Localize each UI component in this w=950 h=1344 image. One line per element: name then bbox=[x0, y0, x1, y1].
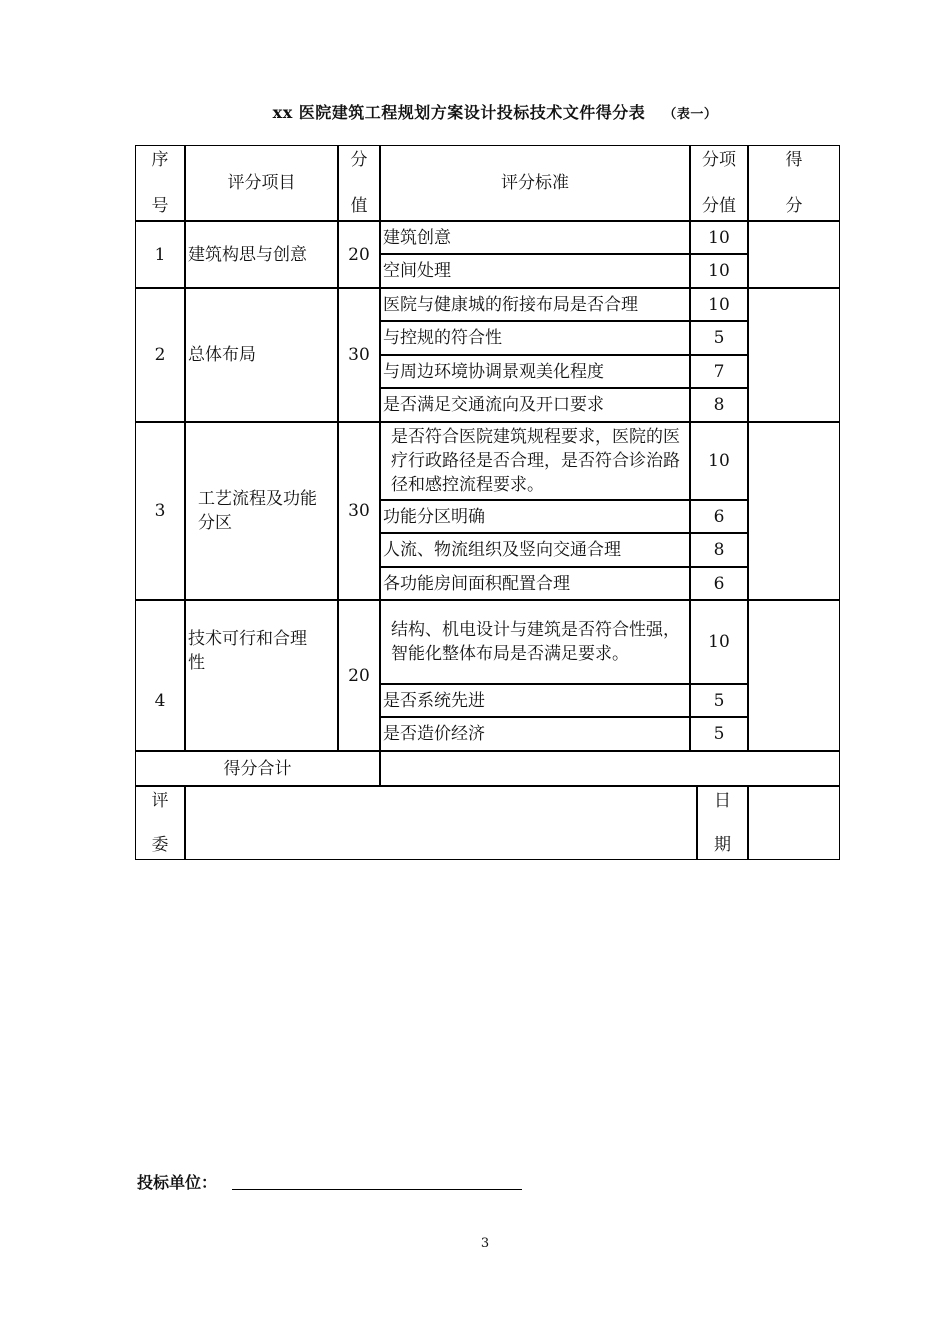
table-row-3-seq: 3 bbox=[135, 422, 185, 600]
table-row-4-item: 技术可行和合理性 bbox=[185, 600, 338, 751]
date-label: 日 期 bbox=[697, 786, 748, 860]
table-row-2-criterion-3: 与周边环境协调景观美化程度 bbox=[380, 355, 690, 388]
table-row-4-criterion-1: 结构、机电设计与建筑是否符合性强，智能化整体布局是否满足要求。 bbox=[380, 600, 690, 684]
table-row-2-got bbox=[748, 288, 840, 422]
table-row-3-got bbox=[748, 422, 840, 600]
table-row-4-value-1: 10 bbox=[690, 600, 748, 684]
page-title bbox=[0, 100, 950, 123]
header-seq: 序 号 bbox=[135, 145, 185, 221]
table-row-2-criterion-1: 医院与健康城的衔接布局是否合理 bbox=[380, 288, 690, 321]
table-row-1-criterion-2: 空间处理 bbox=[380, 254, 690, 288]
table-row-4-value-3: 5 bbox=[690, 717, 748, 751]
title-subtitle: （表一） bbox=[663, 107, 718, 122]
table-row-2-criterion-2: 与控规的符合性 bbox=[380, 321, 690, 355]
table-row-3-score: 30 bbox=[338, 422, 380, 600]
table-row-3-value-2: 6 bbox=[690, 500, 748, 533]
table-row-4-value-2: 5 bbox=[690, 684, 748, 717]
table-row-3-value-3: 8 bbox=[690, 533, 748, 567]
table-row-2-value-2: 5 bbox=[690, 321, 748, 355]
title-text: xx 医院建筑工程规划方案设计投标技术文件得分表 bbox=[272, 103, 646, 122]
bidder-signature-line[interactable] bbox=[232, 1189, 522, 1190]
table-row-1-seq: 1 bbox=[135, 221, 185, 288]
table-row-2-seq: 2 bbox=[135, 288, 185, 422]
total-value bbox=[380, 751, 840, 786]
table-row-2-item: 总体布局 bbox=[185, 288, 338, 422]
table-row-4-score: 20 bbox=[338, 600, 380, 751]
table-row-3-value-4: 6 bbox=[690, 567, 748, 600]
header-score: 分 值 bbox=[338, 145, 380, 221]
total-label: 得分合计 bbox=[135, 751, 380, 786]
table-row-3-value-1: 10 bbox=[690, 422, 748, 500]
table-row-3-criterion-2: 功能分区明确 bbox=[380, 500, 690, 533]
table-row-4-criterion-3: 是否造价经济 bbox=[380, 717, 690, 751]
header-sub-score: 分项 分值 bbox=[690, 145, 748, 221]
table-row-2-criterion-4: 是否满足交通流向及开口要求 bbox=[380, 388, 690, 422]
table-row-3-criterion-4: 各功能房间面积配置合理 bbox=[380, 567, 690, 600]
table-row-2-value-4: 8 bbox=[690, 388, 748, 422]
table-row-3-criterion-1: 是否符合医院建筑规程要求，医院的医疗行政路径是否合理，是否符合诊治路径和感控流程要求。 bbox=[380, 422, 690, 500]
reviewer-field[interactable] bbox=[185, 786, 697, 860]
page-number: 3 bbox=[480, 1236, 490, 1251]
header-item: 评分项目 bbox=[185, 145, 338, 221]
table-row-2-value-1: 10 bbox=[690, 288, 748, 321]
table-row-1-criterion-1: 建筑创意 bbox=[380, 221, 690, 254]
reviewer-label: 评 委 bbox=[135, 786, 185, 860]
table-row-1-got bbox=[748, 221, 840, 288]
table-row-4-criterion-2: 是否系统先进 bbox=[380, 684, 690, 717]
table-row-2-value-3: 7 bbox=[690, 355, 748, 388]
table-row-3-item: 工艺流程及功能分区 bbox=[185, 422, 338, 600]
table-row-4-got bbox=[748, 600, 840, 751]
table-row-1-item: 建筑构思与创意 bbox=[185, 221, 338, 288]
table-row-4-seq: 4 bbox=[135, 600, 185, 751]
table-row-1-value-2: 10 bbox=[690, 254, 748, 288]
header-got-score: 得 分 bbox=[748, 145, 840, 221]
table-row-1-score: 20 bbox=[338, 221, 380, 288]
bidder-label: 投标单位： bbox=[137, 1173, 218, 1192]
date-field[interactable] bbox=[748, 786, 840, 860]
header-standard: 评分标准 bbox=[380, 145, 690, 221]
table-row-2-score: 30 bbox=[338, 288, 380, 422]
table-row-3-criterion-3: 人流、物流组织及竖向交通合理 bbox=[380, 533, 690, 567]
table-row-1-value-1: 10 bbox=[690, 221, 748, 254]
